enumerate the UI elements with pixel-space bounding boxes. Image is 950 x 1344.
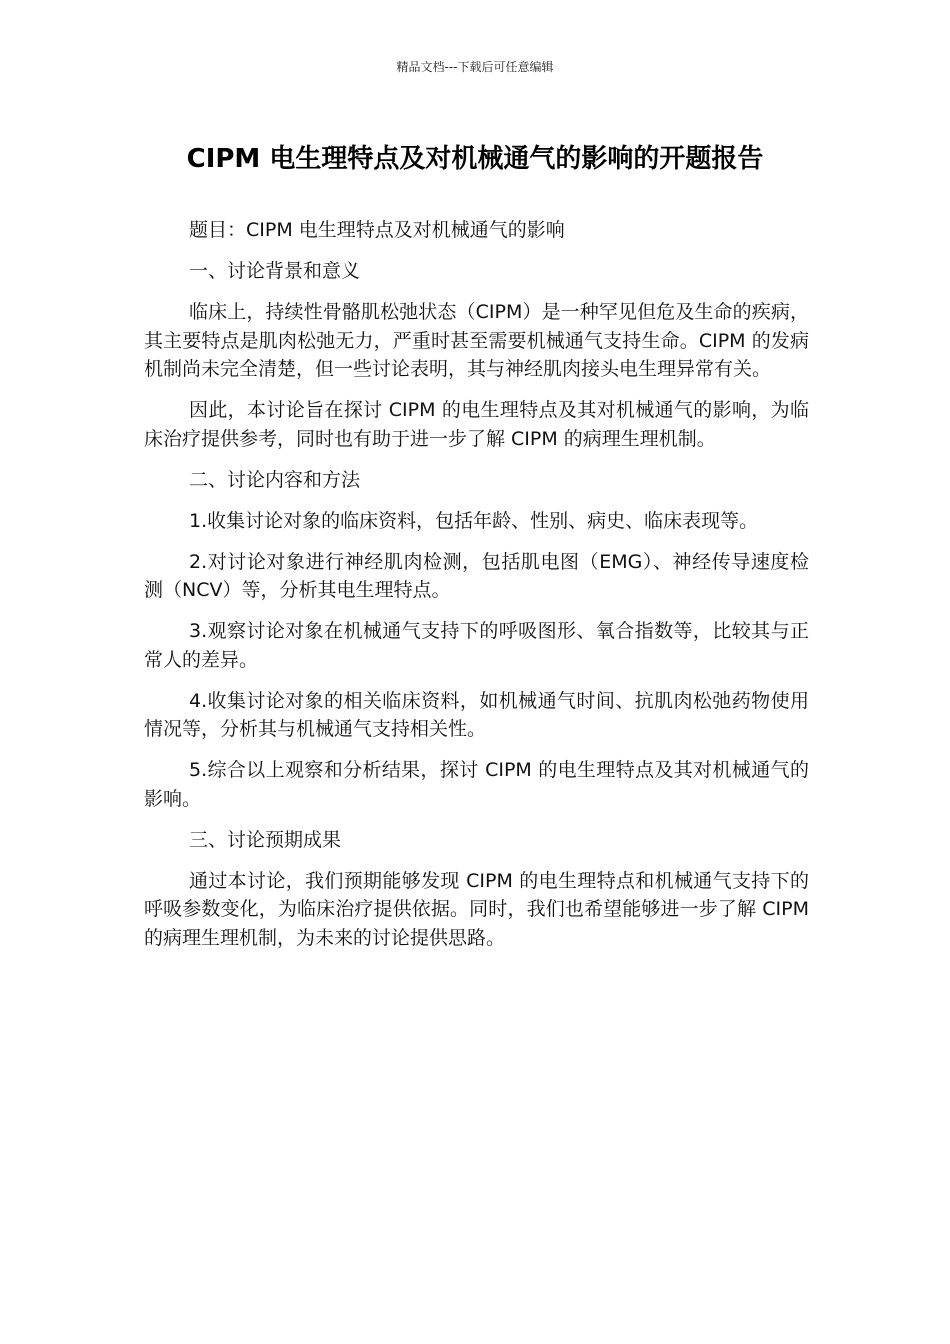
header-note: 精品文档---下载后可任意编辑 bbox=[396, 60, 554, 74]
document-body bbox=[144, 216, 809, 965]
method-item-4: 4.收集讨论对象的相关临床资料，如机械通气时间、抗肌肉松弛药物使用情况等，分析其与机械通气支持相关性。 bbox=[144, 689, 809, 740]
section-heading-background: 一、讨论背景和意义 bbox=[189, 260, 361, 282]
paragraph-background: 临床上，持续性骨骼肌松弛状态（CIPM）是一种罕见但危及生命的疾病，其主要特点是肌肉松弛无力，严重时甚至需要机械通气支持生命。CIPM 的发病机制尚未完全清楚，但一些讨论表明，其与神经肌肉接头电生理异常有关。 bbox=[144, 301, 809, 380]
paragraph-purpose: 因此，本讨论旨在探讨 CIPM 的电生理特点及其对机械通气的影响，为临床治疗提供参考，同时也有助于进一步了解 CIPM 的病理生理机制。 bbox=[144, 399, 809, 450]
topic-line: 题目：CIPM 电生理特点及对机械通气的影响 bbox=[189, 219, 565, 241]
document-title: CIPM 电生理特点及对机械通气的影响的开题报告 bbox=[186, 144, 764, 174]
method-item-1: 1.收集讨论对象的临床资料，包括年龄、性别、病史、临床表现等。 bbox=[189, 509, 759, 532]
method-item-2: 2.对讨论对象进行神经肌肉检测，包括肌电图（EMG）、神经传导速度检测（NCV）等，分析其电生理特点。 bbox=[144, 550, 809, 601]
method-item-5: 5.综合以上观察和分析结果，探讨 CIPM 的电生理特点及其对机械通气的影响。 bbox=[144, 759, 809, 810]
method-item-3: 3.观察讨论对象在机械通气支持下的呼吸图形、氧合指数等，比较其与正常人的差异。 bbox=[144, 620, 809, 671]
section-heading-outcomes: 三、讨论预期成果 bbox=[189, 828, 342, 851]
paragraph-outcomes: 通过本讨论，我们预期能够发现 CIPM 的电生理特点和机械通气支持下的呼吸参数变化，为临床治疗提供依据。同时，我们也希望能够进一步了解 CIPM 的病理生理机制，为未来的讨论提供思路。 bbox=[144, 869, 809, 949]
section-heading-methods: 二、讨论内容和方法 bbox=[189, 468, 361, 491]
